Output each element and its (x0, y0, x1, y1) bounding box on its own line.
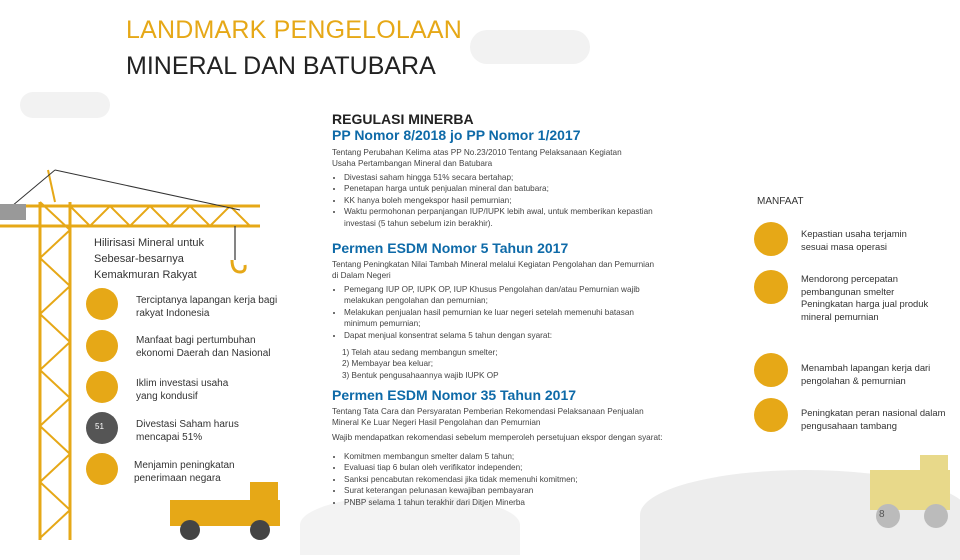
list-item: 3) Bentuk pengusahaannya wajib IUPK OP (342, 370, 499, 380)
worker-icon (86, 288, 118, 320)
permen5-description: Tentang Peningkatan Nilai Tambah Mineral melalui Kegiatan Pengolahan dan Pemurnian di Dalam Negeri (332, 260, 655, 281)
manfaat-item-text: Mendorong percepatan pembangunan smelter Peningkatan harga jual produk mineral pemurnian (801, 273, 929, 322)
list-item: • Sanksi pencabutan rekomendasi jika tidak memenuhi komitmen; (344, 474, 664, 485)
permen5-sub-list (342, 347, 642, 381)
page-title-line2: MINERAL DAN BATUBARA (126, 52, 436, 80)
left-item-5 (86, 453, 286, 489)
permen35-title: Permen ESDM Nomor 35 Tahun 2017 (332, 387, 577, 403)
left-item-text: Manfaat bagi pertumbuhan ekonomi Daerah dan Nasional (136, 335, 271, 359)
document-pen-icon (754, 222, 788, 256)
list-item: • Waktu permohonan perpanjangan IUP/IUPK lebih awal, untuk memberikan kepastian investasi (5 tahun sebelum izin berakhir). (344, 206, 654, 229)
pp-description: Tentang Perubahan Kelima atas PP No.23/2010 Tentang Pelaksanaan Kegiatan Usaha Pertambangan Mineral dan Batubara (332, 148, 622, 169)
manfaat-item-text: Kepastian usaha terjamin sesuai masa operasi (801, 228, 907, 252)
pp-title: PP Nomor 8/2018 jo PP Nomor 1/2017 (332, 127, 581, 143)
left-item-3 (86, 371, 286, 407)
bar-chart-icon (86, 330, 118, 362)
factory-icon (754, 270, 788, 304)
helmet-icon (754, 398, 788, 432)
list-item: 2) Membayar bea keluar; (342, 359, 434, 369)
list-item: • Melakukan penjualan hasil pemurnian ke luar negeri setelah memenuhi batasan minimum pemurnian; (344, 307, 669, 330)
left-item-4 (86, 412, 286, 448)
left-item-text: Iklim investasi usaha yang kondusif (136, 378, 229, 402)
left-item-2 (86, 330, 286, 366)
permen35-note: Wajib mendapatkan rekomendasi sebelum memperoleh persetujuan ekspor dengan syarat: (332, 433, 663, 442)
list-item: • Pemegang IUP OP, IUPK OP, IUP Khusus Pengolahan dan/atau Pemurnian wajib melakukan pengolahan dan pemurnian; (344, 284, 669, 307)
manfaat-item-text: Peningkatan peran nasional dalam pengusahaan tambang (801, 407, 946, 431)
list-item: • Dapat menjual konsentrat selama 5 tahun dengan syarat: (344, 330, 669, 341)
money-icon (86, 453, 118, 485)
hilirisasi-label: Hilirisasi Mineral untuk Sebesar-besarnya Kemakmuran Rakyat (94, 237, 205, 281)
list-item: • PNBP selama 1 tahun terakhir dari Ditjen Minerba (344, 497, 664, 508)
people-icon (754, 353, 788, 387)
background-cloud (20, 92, 110, 118)
growth-arrow-icon (86, 371, 118, 403)
page-number: 8 (879, 509, 885, 520)
left-item-text: Terciptanya lapangan kerja bagi rakyat Indonesia (136, 295, 278, 319)
pp-list (332, 172, 654, 229)
regulasi-heading: REGULASI MINERBA (332, 111, 474, 127)
list-item: • Surat keterangan pelunasan kewajiban pembayaran (344, 485, 664, 496)
list-item: 1) Telah atau sedang membangun smelter; (342, 348, 498, 357)
page-title-line1: LANDMARK PENGELOLAAN (126, 16, 463, 44)
list-item: • Komitmen membangun smelter dalam 5 tahun; (344, 451, 664, 462)
list-item: • Evaluasi tiap 6 bulan oleh verifikator independen; (344, 462, 664, 473)
left-item-1 (86, 288, 286, 324)
background-cloud (470, 30, 590, 64)
manfaat-item-text: Menambah lapangan kerja dari pengolahan & pemurnian (801, 362, 931, 386)
list-item: • KK hanya boleh mengekspor hasil pemurnian; (344, 195, 654, 206)
list-item: • Penetapan harga untuk penjualan mineral dan batubara; (344, 183, 654, 194)
permen5-list (332, 284, 669, 341)
manfaat-heading: MANFAAT (757, 196, 804, 207)
permen35-description: Tentang Tata Cara dan Persyaratan Pemberian Rekomendasi Pelaksanaan Penjualan Mineral Ke Luar Negeri Hasil Pengolahan dan Pemurnian (332, 407, 644, 428)
permen5-title: Permen ESDM Nomor 5 Tahun 2017 (332, 240, 569, 256)
pie-label: 51 (95, 422, 104, 431)
truck-illustration (860, 450, 960, 530)
left-item-text: Divestasi Saham harus mencapai 51% (136, 419, 239, 443)
left-item-text: Menjamin peningkatan penerimaan negara (134, 460, 235, 484)
permen35-list (332, 451, 664, 508)
list-item: • Divestasi saham hingga 51% secara bertahap; (344, 172, 654, 183)
